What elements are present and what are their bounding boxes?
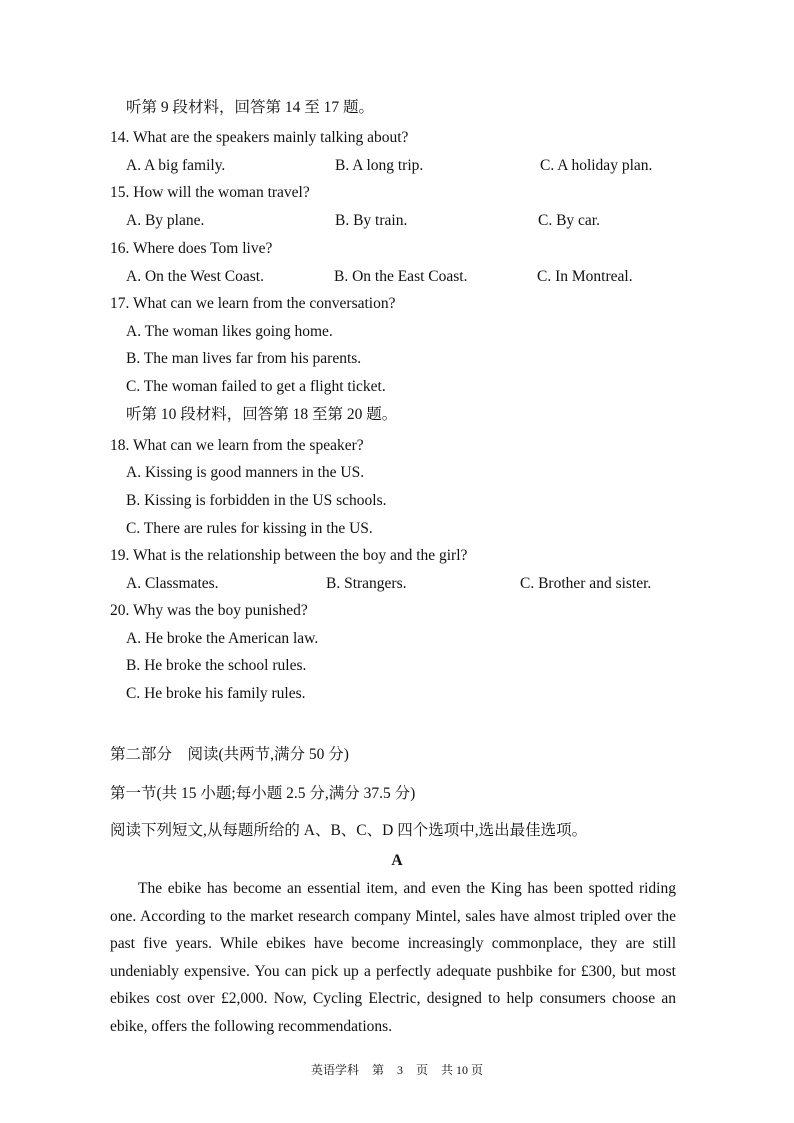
question-stem: 16. Where does Tom live? [110, 240, 273, 257]
footer-page-number: 3 [397, 1063, 403, 1077]
option-c: C. By car. [538, 212, 600, 229]
footer-di: 第 [371, 1063, 384, 1077]
question-stem: 18. What can we learn from the speaker? [110, 437, 364, 454]
footer-total: 共 10 页 [441, 1063, 484, 1077]
footer-subject: 英语学科 [310, 1063, 359, 1077]
option-b: B. By train. [335, 212, 408, 229]
option-a: A. Classmates. [126, 575, 219, 592]
question-stem: 15. How will the woman travel? [110, 184, 310, 201]
question-stem: 14. What are the speakers mainly talking about? [110, 129, 409, 146]
option-b: B. A long trip. [335, 157, 424, 174]
page-footer [0, 1062, 794, 1078]
option-c: C. Brother and sister. [520, 575, 652, 592]
question-stem: 19. What is the relationship between the boy and the girl? [110, 547, 468, 564]
option-b: B. Strangers. [326, 575, 407, 592]
question-stem: 20. Why was the boy punished? [110, 602, 308, 619]
passage-a-text: The ebike has become an essential item, and even the King has been spotted riding one. According to the market research company Mintel, sales have almost tripled over the past five years. While ebikes have become increasingly commonplace, they are still undeniably expensive. You can pick up a perfectly adequate pushbike for £300, but most ebikes cost over £2,000. Now, Cycling Electric, designed to help consumers choose an ebike, offers the following recommendations. [110, 880, 676, 1035]
option-b: B. On the East Coast. [334, 268, 468, 285]
question-stem: 17. What can we learn from the conversation? [110, 295, 396, 312]
option-c: C. A holiday plan. [540, 157, 653, 174]
option-a: A. A big family. [126, 157, 226, 174]
option-c: C. In Montreal. [537, 268, 633, 285]
footer-ye: 页 [416, 1063, 429, 1077]
option-a: A. By plane. [126, 212, 205, 229]
option-a: A. On the West Coast. [126, 268, 264, 285]
passage-label: A [391, 852, 403, 869]
